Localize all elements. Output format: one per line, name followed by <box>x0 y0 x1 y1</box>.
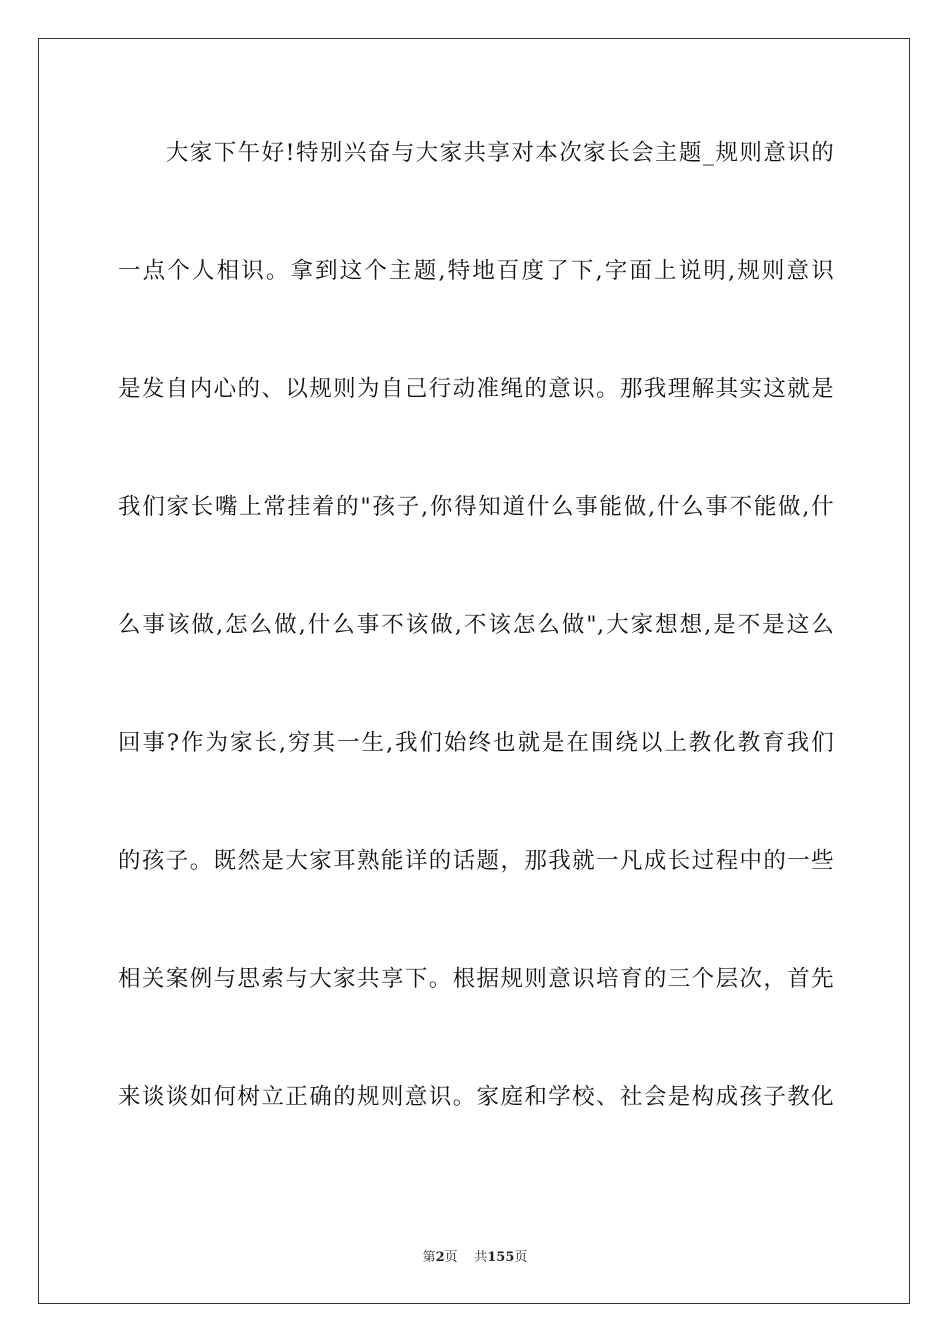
document-body <box>118 125 834 1187</box>
total-suffix: 页 <box>514 1250 528 1265</box>
page-suffix: 页 <box>444 1250 458 1265</box>
text-line: 的孩子。既然是大家耳熟能详的话题，那我就一凡成长过程中的一些 <box>118 848 834 874</box>
page-prefix: 第 <box>422 1250 436 1265</box>
total-prefix: 共 <box>474 1250 488 1265</box>
text-line: 么事该做,怎么做,什么事不该做,不该怎么做",大家想想,是不是这么 <box>118 612 834 638</box>
total-pages: 155 <box>487 1250 515 1265</box>
text-line: 相关案例与思索与大家共享下。根据规则意识培育的三个层次，首先 <box>118 966 834 992</box>
text-line: 来谈谈如何树立正确的规则意识。家庭和学校、社会是构成孩子教化 <box>118 1084 834 1110</box>
page-number: 2 <box>435 1250 445 1265</box>
footer-spacer <box>458 1250 475 1265</box>
text-line: 是发自内心的、以规则为自己行动准绳的意识。那我理解其实这就是 <box>118 376 834 402</box>
text-line: 一点个人相识。拿到这个主题,特地百度了下,字面上说明,规则意识 <box>118 258 834 284</box>
text-line: 大家下午好!特别兴奋与大家共享对本次家长会主题_规则意识的 <box>118 140 834 166</box>
page-footer <box>0 1246 950 1265</box>
text-line: 回事?作为家长,穷其一生,我们始终也就是在围绕以上教化教育我们 <box>118 730 834 756</box>
text-line: 我们家长嘴上常挂着的"孩子,你得知道什么事能做,什么事不能做,什 <box>118 494 834 520</box>
